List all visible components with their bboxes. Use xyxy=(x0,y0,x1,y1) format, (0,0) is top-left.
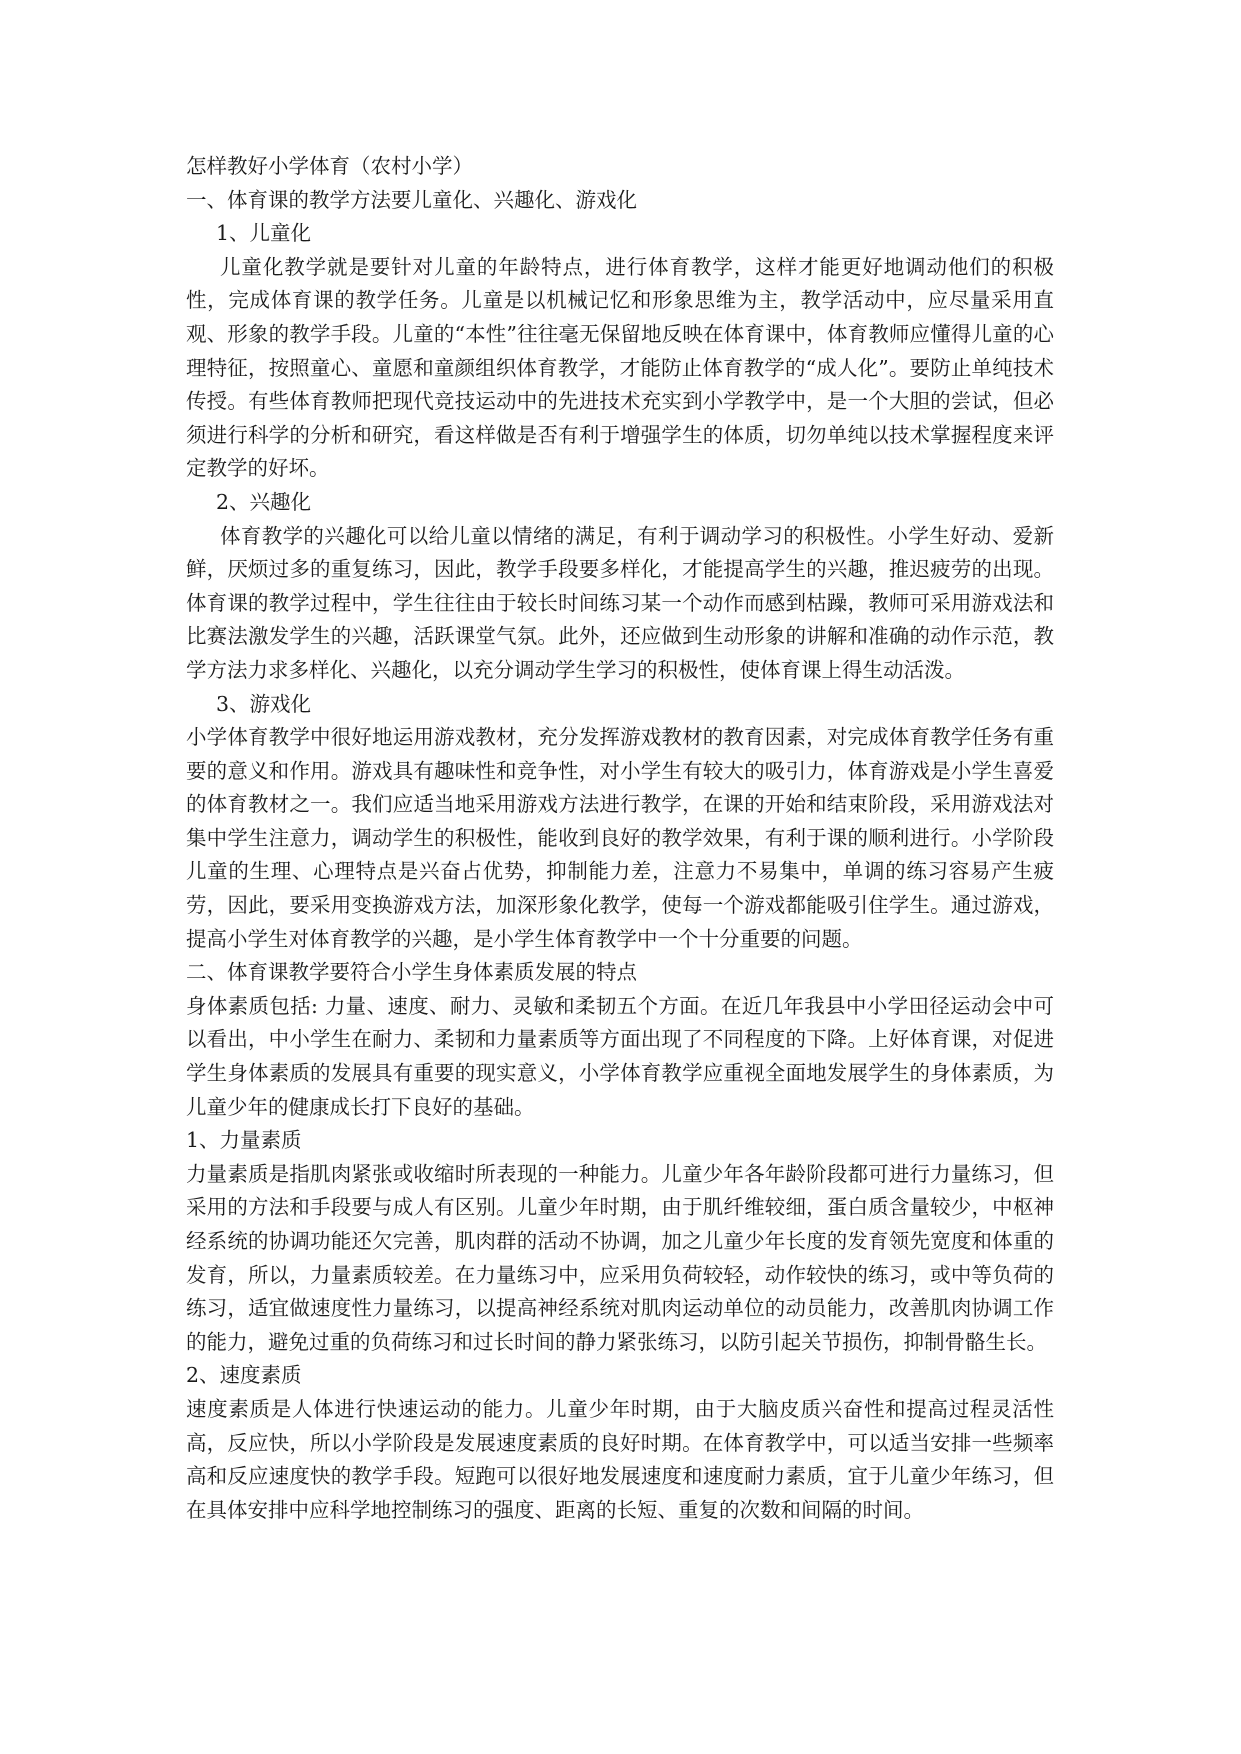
subsection-heading: 1、儿童化 xyxy=(216,221,312,246)
section-heading: 二、体育课教学要符合小学生身体素质发展的特点 xyxy=(186,960,637,985)
document-title: 怎样教好小学体育（农村小学） xyxy=(186,154,473,178)
subsection-heading: 3、游戏化 xyxy=(216,691,312,716)
section-heading: 一、体育课的教学方法要儿童化、兴趣化、游戏化 xyxy=(186,187,637,212)
paragraph: 身体素质包括: 力量、速度、耐力、灵敏和柔韧五个方面。在近几年我县中小学田径运动会中可以看出，中小学生在耐力、柔韧和力量素质等方面出现了不同程度的下降。上好体育课，对促进学生身体素质的发展具有重要的现实意义，小学体育教学应重视全面地发展学生的身体素质，为儿童少年的健康成长打下良好的基础。 xyxy=(186,993,1054,1119)
document-page xyxy=(186,150,1054,1527)
paragraph: 儿童化教学就是要针对儿童的年龄特点，进行体育教学，这样才能更好地调动他们的积极性，完成体育课的教学任务。儿童是以机械记忆和形象思维为主，教学活动中，应尽量采用直观、形象的教学手段。儿童的“本性”往往毫无保留地反映在体育课中，体育教师应懂得儿童的心理特征，按照童心、童愿和童颜组织体育教学，才能防止体育教学的“成人化”。要防止单纯技术传授。有些体育教师把现代竞技运动中的先进技术充实到小学教学中，是一个大胆的尝试，但必须进行科学的分析和研究，看这样做是否有利于增强学生的体质，切勿单纯以技术掌握程度来评定教学的好坏。 xyxy=(186,254,1054,481)
subsection-heading: 2、速度素质 xyxy=(186,1363,302,1388)
subsection-heading: 2、兴趣化 xyxy=(216,489,312,514)
paragraph: 力量素质是指肌肉紧张或收缩时所表现的一种能力。儿童少年各年龄阶段都可进行力量练习，但采用的方法和手段要与成人有区别。儿童少年时期，由于肌纤维较细，蛋白质含量较少，中枢神经系统的协调功能还欠完善，肌肉群的活动不协调，加之儿童少年长度的发育领先宽度和体重的发育，所以，力量素质较差。在力量练习中，应采用负荷较轻，动作较快的练习，或中等负荷的练习，适宜做速度性力量练习，以提高神经系统对肌肉运动单位的动员能力，改善肌肉协调工作的能力，避免过重的负荷练习和过长时间的静力紧张练习，以防引起关节损伤，抑制骨骼生长。 xyxy=(186,1161,1054,1354)
paragraph: 速度素质是人体进行快速运动的能力。儿童少年时期，由于大脑皮质兴奋性和提高过程灵活性高，反应快，所以小学阶段是发展速度素质的良好时期。在体育教学中，可以适当安排一些频率高和反应速度快的教学手段。短跑可以很好地发展速度和速度耐力素质，宜于儿童少年练习，但在具体安排中应科学地控制练习的强度、距离的长短、重复的次数和间隔的时间。 xyxy=(186,1396,1054,1522)
paragraph: 体育教学的兴趣化可以给儿童以情绪的满足，有利于调动学习的积极性。小学生好动、爱新鲜，厌烦过多的重复练习，因此，教学手段要多样化，才能提高学生的兴趣，推迟疲劳的出现。体育课的教学过程中，学生往往由于较长时间练习某一个动作而感到枯躁，教师可采用游戏法和比赛法激发学生的兴趣，活跃课堂气氛。此外，还应做到生动形象的讲解和准确的动作示范，教学方法力求多样化、兴趣化，以充分调动学生学习的积极性，使体育课上得生动活泼。 xyxy=(186,523,1054,682)
subsection-heading: 1、力量素质 xyxy=(186,1128,302,1153)
paragraph: 小学体育教学中很好地运用游戏教材，充分发挥游戏教材的教育因素，对完成体育教学任务有重要的意义和作用。游戏具有趣味性和竞争性，对小学生有较大的吸引力，体育游戏是小学生喜爱的体育教材之一。我们应适当地采用游戏方法进行教学，在课的开始和结束阶段，采用游戏法对集中学生注意力，调动学生的积极性，能收到良好的教学效果，有利于课的顺利进行。小学阶段儿童的生理、心理特点是兴奋占优势，抑制能力差，注意力不易集中，单调的练习容易产生疲劳，因此，要采用变换游戏方法，加深形象化教学，使每一个游戏都能吸引住学生。通过游戏，提高小学生对体育教学的兴趣，是小学生体育教学中一个十分重要的问题。 xyxy=(186,725,1054,951)
